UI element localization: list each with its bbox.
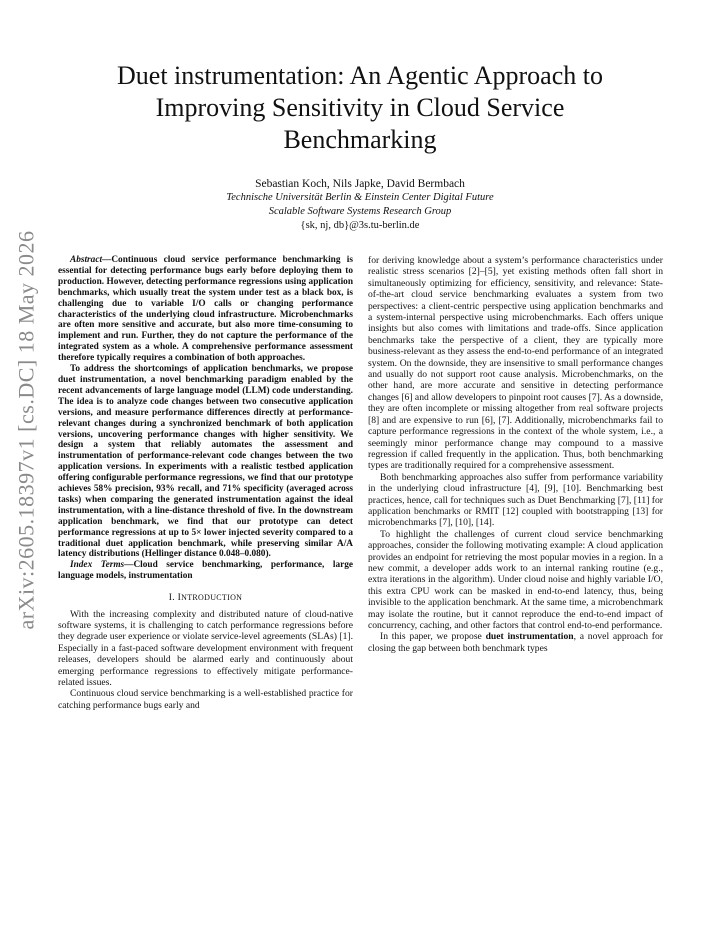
arxiv-id: arXiv:2605.18397v1 [cs.DC] 18 May 2026 [14,230,40,630]
section-first-letter: I [177,592,182,604]
author-email: {sk, nj, db}@3s.tu-berlin.de [300,220,420,231]
index-terms [58,560,353,582]
section-heading-introduction [58,592,353,603]
index-terms-label: Index Terms [70,560,125,571]
paper-title: Duet instrumentation: An Agentic Approach to Improving Sensitivity in Cloud Service Benchmarking [117,61,603,154]
section-rest-letters: NTRODUCTION [181,593,243,603]
intro-paragraph-continued: for deriving knowledge about a system’s performance characteristics under realistic stress scenarios [2]–[5], yet existing methods often fall short in simultaneously optimizing for efficiency, sensitivity, and relevance: State-of-the-art cloud service benchmarking evaluates a system from two perspectives: a client-centric perspective using application benchmarks and a system-internal perspective using microbenchmarks. Each offers unique insights but also comes with limitations and trade-offs. Since application benchmarks take the perspective of a client, they are typically more business-relevant as they assess the end-to-end performance of an integrated system. On the downside, they are insensitive to small performance changes and usually do not support root cause analysis. Microbenchmarks, on the other hand, are more accurate and sensitive in detecting performance changes [6] and allow developers to pinpoint root causes [7]. As a downside, they are often incomplete or missing altogether from real software projects [8] and are expensive to run [6], [7]. Additionally, microbenchmarks fail to capture performance regressions in the context of the whole system, i.e., a seemingly minor performance change may compound to a massive regression if called frequently in the application. Thus, both benchmarking types are traditionally required for a comprehensive assessment. [368,255,663,472]
intro-paragraph-proposal [368,631,663,654]
proposal-text-before: In this paper, we propose [380,631,486,643]
index-terms-text: Cloud service benchmarking, performance, large language models, instrumentation [58,560,353,582]
intro-paragraph-1: With the increasing complexity and distributed nature of cloud-native software systems, it is challenging to catch performance regressions before they degrade user experience or violate service-level agreements (SLAs) [1]. Especially in a fast-paced software development environment with frequent releases, developers should be alarmed early and continuously about emerging performance regressions to effectively mitigate performance-related issues. [58,608,353,689]
left-column [58,255,353,711]
intro-paragraph-example: To highlight the challenges of current cloud service benchmarking approaches, consider the following motivating example: A cloud application provides an endpoint for retrieving the most popular movies in a region. In a new commit, a developer adds work to an internal ranking routine (e.g., extra iterations in the algorithm). Under cloud noise and highly variable I/O, this extra CPU work can be masked in end-to-end latency, thus, being invisible to the application benchmark. At the same time, a microbenchmark may isolate the routine, but it cannot reproduce the end-to-end impact of concurrency, caching, and other factors that control end-to-end performance. [368,528,663,631]
author-list: Sebastian Koch, Nils Japke, David Bermbach [255,178,465,190]
proposal-term: duet instrumentation [485,631,574,643]
index-terms-dash: — [124,560,134,571]
abstract-dash: — [102,255,112,265]
right-column [368,255,663,654]
abstract-paragraph-2: To address the shortcomings of application benchmarks, we propose duet instrumentation, a novel benchmarking paradigm enabled by the recent advancements of large language model (LLM) code understanding. The idea is to analyze code changes between two consecutive application versions, and measure performance differences directly at performance-relevant changes during a synchronized benchmark of both application versions, uncovering performance changes with higher sensitivity. We design a system that reliably automates the assessment and instrumentation of performance-relevant code changes between the two application versions. In experiments with a realistic testbed application offering configurable performance regressions, we find that our prototype achieves 58% precision, 93% recall, and 71% specificity (averaged across tasks) when comparing the generated instrumentation against the ideal instrumentation, with a line-distance threshold of five. In the downstream application benchmark, we find that our prototype can detect performance regressions at up to 5× lower injected severity compared to a traditional duet application benchmark, while preserving similar A/A latency distributions (Hellinger distance 0.048–0.080). [58,364,353,560]
abstract-paragraph-1 [58,255,353,364]
abstract-text-1: Continuous cloud service performance benchmarking is essential for detecting performance bugs early before deploying them to production. However, detecting performance regressions using application benchmarks, which usually treat the system under test as a black box, is challenging due to variable I/O calls or changing performance characteristics of the underlying cloud infrastructure. Microbenchmarks are often more sensitive and accurate, but also more time-consuming to implement and run. Further, they do not capture the performance of the integrated system as a whole. A comprehensive performance assessment therefore typically requires a combination of both approaches. [58,255,353,364]
affiliation-line-1: Technische Universität Berlin & Einstein Center Digital Future [226,192,494,203]
abstract-label: Abstract [70,255,103,265]
proposal-text-after: , a novel approach for closing the gap between both benchmark types [368,631,663,654]
affiliation-line-2: Scalable Software Systems Research Group [268,206,452,217]
arxiv-stamp [7,230,47,630]
intro-paragraph-2: Continuous cloud service benchmarking is a well-established practice for catching performance bugs early and [58,688,353,711]
section-numeral: I. [168,592,175,604]
intro-paragraph-variability: Both benchmarking approaches also suffer from performance variability in the underlying cloud infrastructure [4], [9], [10]. Benchmarking best practices, hence, call for techniques such as Duet Benchmarking [7], [11] for application benchmarks or RMIT [12] coupled with bootstrapping [13] for microbenchmarks [7], [10], [14]. [368,471,663,529]
